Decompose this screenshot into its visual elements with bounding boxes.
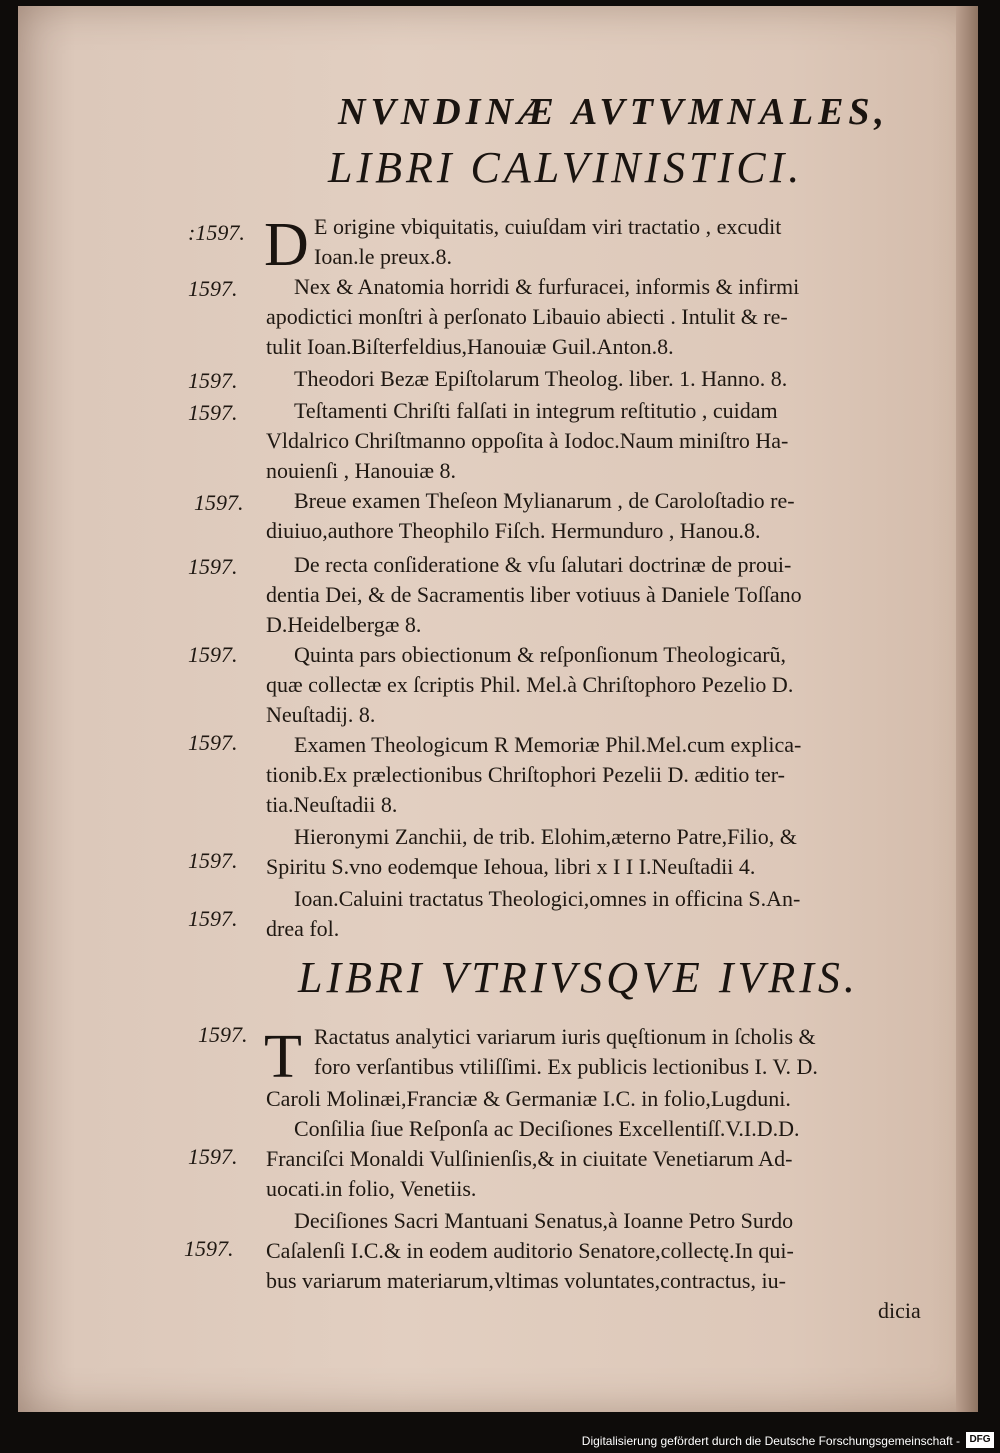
entry-line: Ractatus analytici variarum iuris quęſtionum in ſcholis & [314, 1024, 816, 1049]
footer-bar [0, 1420, 1000, 1453]
entry-line: Ioan.Caluini tractatus Theologici,omnes in officina S.An- [294, 886, 801, 911]
entry-year: 1597. [194, 490, 244, 515]
entry-line: bus variarum materiarum,vltimas voluntates,contractus, iu- [266, 1268, 786, 1293]
entry-year: 1597. [198, 1022, 248, 1047]
entry-line: Teſtamenti Chriſti falſati in integrum reſtitutio , cuidam [294, 398, 778, 423]
entry-line: Caſalenſi I.C.& in eodem auditorio Senatore,collectę.In qui- [266, 1238, 794, 1263]
entry-year: 1597. [188, 642, 238, 667]
entry-year: 1597. [188, 730, 238, 755]
drop-capital: T [264, 1023, 302, 1091]
entry-year: 1597. [188, 276, 238, 301]
catchword: dicia [878, 1298, 921, 1323]
dfg-logo-icon: DFG [966, 1432, 994, 1448]
entry-line: tionib.Ex prælectionibus Chriſtophori Pezelii D. æditio ter- [266, 762, 785, 787]
entry-line: tulit Ioan.Biſterfeldius,Hanouiæ Guil.Anton.8. [266, 334, 674, 359]
entry-line: Spiritu S.vno eodemque Iehoua, libri x I I I.Neuſtadii 4. [266, 854, 756, 879]
book-page [18, 6, 978, 1412]
entry-line: tia.Neuſtadii 8. [266, 792, 398, 817]
entry-year: 1597. [188, 400, 238, 425]
entry-year: 1597. [188, 368, 238, 393]
entry-line: nouienſi , Hanouiæ 8. [266, 458, 457, 483]
running-header: NVNDINÆ AVTVMNALES, [338, 91, 890, 133]
entry-year: 1597. [188, 848, 238, 873]
section-title-utriusque-iuris: LIBRI VTRIVSQVE IVRIS. [298, 953, 859, 1002]
entry-year: 1597. [188, 554, 238, 579]
entry-line: foro verſantibus vtiliſſimi. Ex publicis lectionibus I. V. D. [314, 1054, 818, 1079]
entry-line: Ioan.le preux.8. [314, 244, 453, 269]
entry-line: drea fol. [266, 916, 340, 941]
entry-year: 1597. [188, 906, 238, 931]
entry-line: Neuſtadij. 8. [266, 702, 376, 727]
entry-line: dentia Dei, & de Sacramentis liber votiuus à Daniele Toſſano [266, 582, 802, 607]
entry-line: E origine vbiquitatis, cuiuſdam viri tractatio , excudit [314, 214, 782, 239]
entry-year: 1597. [184, 1236, 234, 1261]
entry-line: Franciſci Monaldi Vulſinienſis,& in ciuitate Venetiarum Ad- [266, 1146, 793, 1171]
entry-line: Breue examen Theſeon Mylianarum , de Caroloſtadio re- [294, 488, 795, 513]
entry-line: Vldalrico Chriſtmanno oppoſita à Iodoc.Naum miniſtro Ha- [266, 428, 789, 453]
entry-line: Examen Theologicum R Memoriæ Phil.Mel.cum explica- [294, 732, 802, 757]
entry-line: Nex & Anatomia horridi & furfuracei, informis & infirmi [294, 274, 800, 299]
entry-year: 1597. [188, 1144, 238, 1169]
entry-line: Quinta pars obiectionum & reſponſionum Theologicarũ, [294, 642, 787, 667]
entry-line: Conſilia ſiue Reſponſa ac Deciſiones Excellentiſſ.V.I.D.D. [294, 1116, 800, 1141]
section-title-calvinistici: LIBRI CALVINISTICI. [328, 143, 804, 192]
entry-line: Hieronymi Zanchii, de trib. Elohim,æterno Patre,Filio, & [294, 824, 797, 849]
drop-capital: D [264, 211, 309, 279]
entry-line: Deciſiones Sacri Mantuani Senatus,à Ioanne Petro Surdo [294, 1208, 794, 1233]
entry-line: Caroli Molinæi,Franciæ & Germaniæ I.C. in folio,Lugduni. [266, 1086, 791, 1111]
entry-line: uocati.in folio, Venetiis. [266, 1176, 477, 1201]
entry-line: apodictici monſtri à perſonato Libauio abiecti . Intulit & re- [266, 304, 788, 329]
entry-line: Theodori Bezæ Epiſtolarum Theolog. liber. 1. Hanno. 8. [294, 366, 788, 391]
entry-line: diuiuo,authore Theophilo Fiſch. Hermunduro , Hanou.8. [266, 518, 761, 543]
entry-year: :1597. [188, 220, 245, 245]
entry-line: quæ collectæ ex ſcriptis Phil. Mel.à Chriſtophoro Pezelio D. [266, 672, 794, 697]
entry-line: De recta conſideratione & vſu ſalutari doctrinæ de proui- [294, 552, 792, 577]
funding-credit: Digitalisierung gefördert durch die Deutsche Forschungsgemeinschaft - [581, 1434, 960, 1448]
entry-line: D.Heidelbergæ 8. [266, 612, 422, 637]
